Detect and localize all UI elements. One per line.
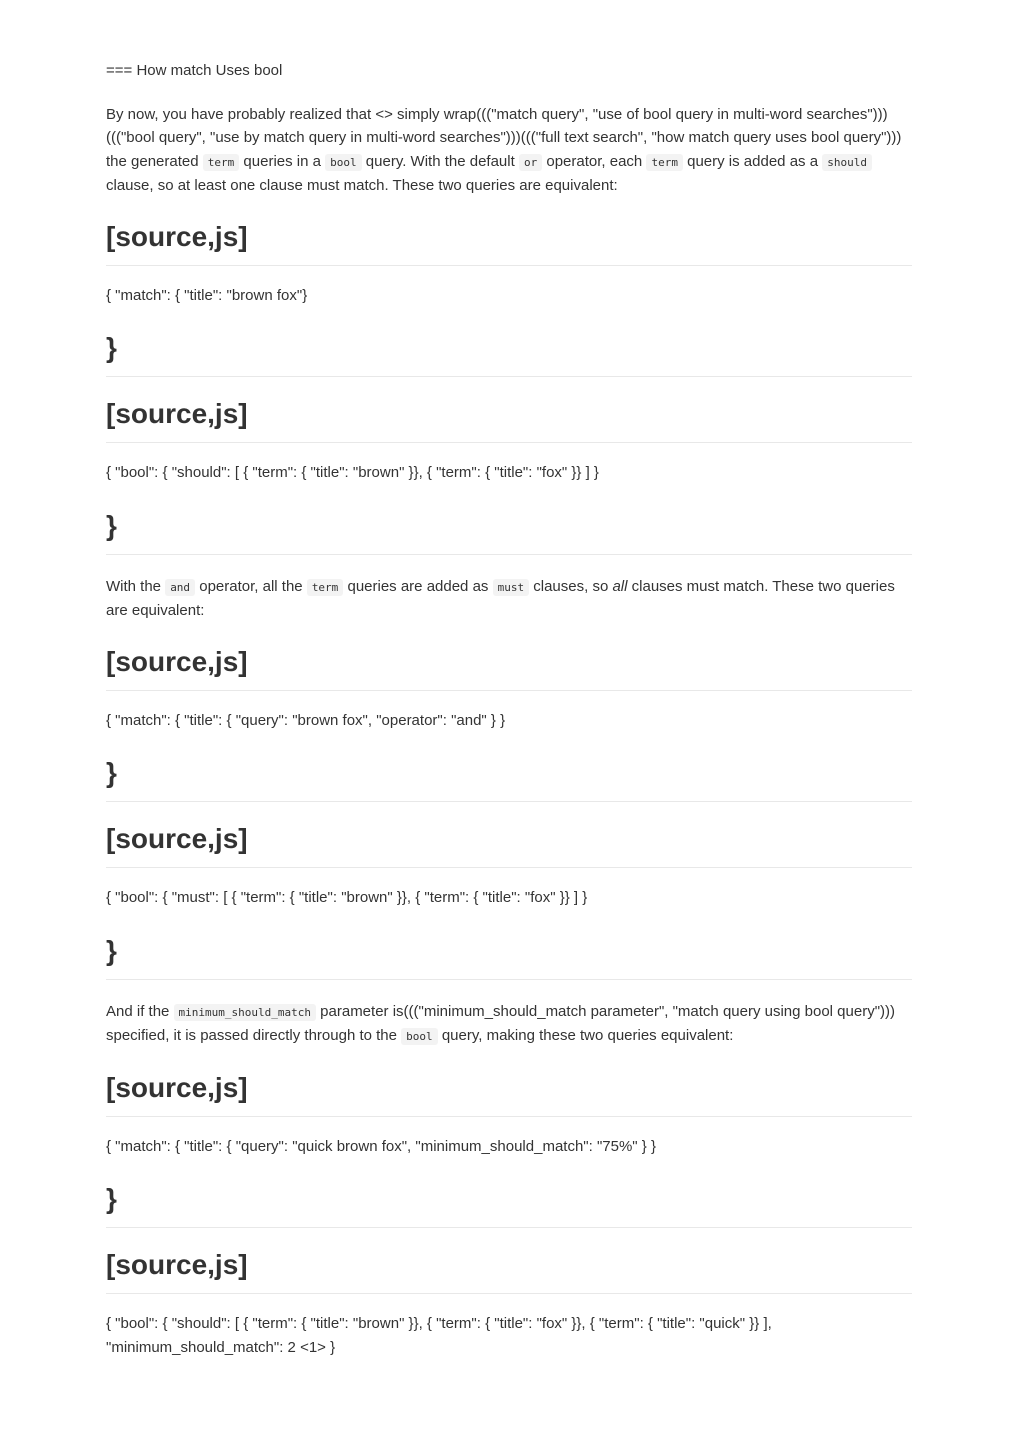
code-example-bool-must: { "bool": { "must": [ { "term": { "title": "brown" }}, { "term": { "title": "fox" }} ] } — [106, 889, 588, 906]
closing-brace-heading: } — [106, 756, 912, 802]
inline-code: or — [519, 154, 542, 171]
text: queries are added as — [343, 577, 493, 595]
code-example-bool-msm: { "bool": { "should": [ { "term": { "title": "brown" }}, { "term": { "title": "fox" }}, { "term": { "title": "quick" }} ], "minimum_should_match": 2 <1> } — [106, 1315, 772, 1356]
section-marker: === How match Uses bool — [106, 62, 283, 79]
text: With the — [106, 577, 166, 595]
text: operator, all the — [195, 577, 307, 595]
inline-code: term — [203, 154, 240, 171]
inline-code: minimum_should_match — [174, 1004, 316, 1021]
code-example-bool-should: { "bool": { "should": [ { "term": { "title": "brown" }}, { "term": { "title": "fox" }} ] } — [106, 464, 599, 481]
paragraph-minimum-should-match — [106, 1000, 912, 1049]
paragraph-bool-and — [106, 575, 912, 623]
inline-code: bool — [325, 154, 362, 171]
source-heading: [source,js] — [106, 220, 912, 266]
inline-code: should — [822, 154, 872, 171]
text: query is added as a — [682, 152, 823, 170]
closing-brace-heading: } — [106, 1182, 912, 1228]
text: clauses must match. These two queries are equivalent: — [106, 577, 895, 619]
closing-brace-heading: } — [106, 934, 912, 980]
text: By now, you have probably realized that <> simply wrap((("match query", "use of bool query in multi-word searches")))((("bool query", "use by match query in multi-word searches")))((("full text search", "how match query uses bool query"))) the generated — [106, 105, 902, 170]
document-content — [106, 59, 912, 1359]
inline-code: term — [307, 579, 344, 596]
source-heading: [source,js] — [106, 822, 912, 868]
code-example-match-and: { "match": { "title": { "query": "brown fox", "operator": "and" } } — [106, 711, 506, 729]
code-example-match: { "match": { "title": "brown fox"} — [106, 286, 308, 304]
source-heading: [source,js] — [106, 645, 912, 691]
text: operator, each — [542, 152, 647, 170]
text: parameter is((("minimum_should_match parameter", "match query using bool query"))) specified, it is passed directly through to the — [106, 1002, 896, 1044]
text: query. With the default — [361, 152, 519, 170]
inline-code: must — [493, 579, 530, 596]
closing-brace-heading: } — [106, 331, 912, 377]
text: queries in a — [239, 152, 326, 170]
closing-brace-heading: } — [106, 509, 912, 555]
code-example-match-msm: { "match": { "title": { "query": "quick brown fox", "minimum_should_match": "75%" } } — [106, 1137, 656, 1155]
source-heading: [source,js] — [106, 1248, 912, 1294]
text: And if the — [106, 1002, 174, 1020]
emphasis: all — [612, 577, 628, 595]
text: clauses, so — [529, 577, 613, 595]
inline-code: bool — [401, 1028, 438, 1045]
source-heading: [source,js] — [106, 1071, 912, 1117]
text: query, making these two queries equivalent: — [437, 1027, 734, 1044]
inline-code: and — [165, 579, 195, 596]
source-heading: [source,js] — [106, 397, 912, 443]
paragraph-bool-or — [106, 103, 912, 198]
inline-code: term — [646, 154, 683, 171]
text: clause, so at least one clause must match. These two queries are equivalent: — [106, 177, 618, 194]
